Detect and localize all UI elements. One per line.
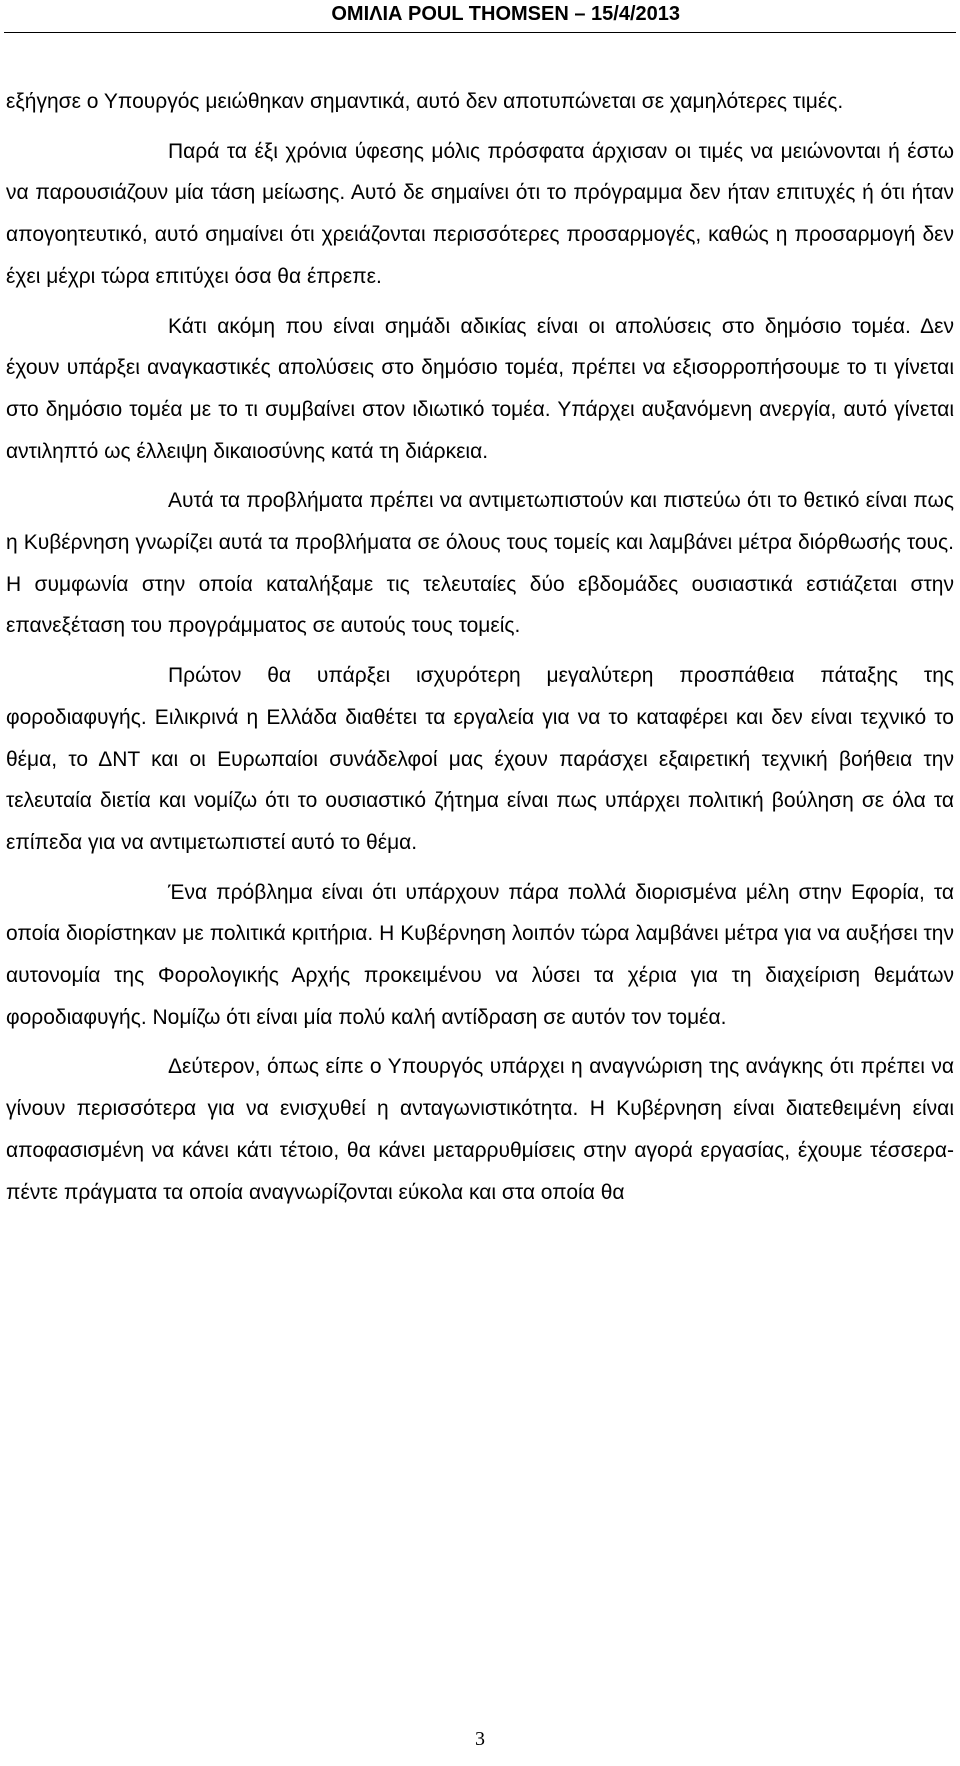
header-title: ΟΜΙΛΙΑ POUL THOMSEN – 15/4/2013 — [331, 3, 680, 25]
paragraph: Αυτά τα προβλήματα πρέπει να αντιμετωπιστούν και πιστεύω ότι το θετικό είναι πως η Κυβέρνηση γνωρίζει αυτά τα προβλήματα σε όλους τους τομείς και λαμβάνει μέτρα διόρθωσής τους. Η συμφωνία στην οποία καταλήξαμε τις τελευταίες δύο εβδομάδες ουσιαστικά εστιάζεται στην επανεξέταση του προγράμματος σε αυτούς τους τομείς. — [6, 489, 954, 638]
paragraph: Πρώτον θα υπάρξει ισχυρότερη μεγαλύτερη προσπάθεια πάταξης της φοροδιαφυγής. Ειλικρινά η Ελλάδα διαθέτει τα εργαλεία για να το καταφέρει και δεν είναι τεχνικό το θέμα, το ΔΝΤ και οι Ευρωπαίοι συνάδελφοί μας έχουν παράσχει εξαιρετική τεχνική βοήθεια την τελευταία διετία και νομίζω ότι το ουσιαστικό ζήτημα είναι πως υπάρχει πολιτική βούληση σε όλα τα επίπεδα για να αντιμετωπιστεί αυτό το θέμα. — [6, 664, 954, 854]
page-number: 3 — [475, 1728, 485, 1750]
paragraph: εξήγησε ο Υπουργός μειώθηκαν σημαντικά, αυτό δεν αποτυπώνεται σε χαμηλότερες τιμές. — [6, 90, 844, 113]
page-header — [0, 0, 960, 30]
paragraph: Παρά τα έξι χρόνια ύφεσης μόλις πρόσφατα άρχισαν οι τιμές να μειώνονται ή έστω να παρουσιάζουν μία τάση μείωσης. Αυτό δε σημαίνει ότι το πρόγραμμα δεν ήταν επιτυχές ή ότι ήταν απογοητευτικό, αυτό σημαίνει ότι χρειάζονται περισσότερες προσαρμογές, καθώς η προσαρμογή δεν έχει μέχρι τώρα επιτύχει όσα θα έπρεπε. — [6, 139, 954, 288]
document-body — [6, 81, 954, 1221]
paragraph: Ένα πρόβλημα είναι ότι υπάρχουν πάρα πολλά διορισμένα μέλη στην Εφορία, τα οποία διορίστηκαν με πολιτικά κριτήρια. Η Κυβέρνηση λοιπόν τώρα λαμβάνει μέτρα για να αυξήσει την αυτονομία της Φορολογικής Αρχής προκειμένου να λύσει τα χέρια για τη διαχείριση θεμάτων φοροδιαφυγής. Νομίζω ότι είναι μία πολύ καλή αντίδραση σε αυτόν τον τομέα. — [6, 880, 954, 1029]
paragraph: Δεύτερον, όπως είπε ο Υπουργός υπάρχει η αναγνώριση της ανάγκης ότι πρέπει να γίνουν περισσότερα για να ενισχυθεί η ανταγωνιστικότητα. Η Κυβέρνηση είναι διατεθειμένη είναι αποφασισμένη να κάνει κάτι τέτοιο, θα κάνει μεταρρυθμίσεις στην αγορά εργασίας, έχουμε τέσσερα-πέντε πράγματα τα οποία αναγνωρίζονται εύκολα και στα οποία θα — [6, 1055, 954, 1204]
paragraph: Κάτι ακόμη που είναι σημάδι αδικίας είναι οι απολύσεις στο δημόσιο τομέα. Δεν έχουν υπάρξει αναγκαστικές απολύσεις στο δημόσιο τομέα, πρέπει να εξισορροπήσουμε το τι γίνεται στο δημόσιο τομέα με το τι συμβαίνει στον ιδιωτικό τομέα. Υπάρχει αυξανόμενη ανεργία, αυτό γίνεται αντιληπτό ως έλλειψη δικαιοσύνης κατά τη διάρκεια. — [6, 314, 954, 463]
header-rule — [4, 32, 956, 33]
